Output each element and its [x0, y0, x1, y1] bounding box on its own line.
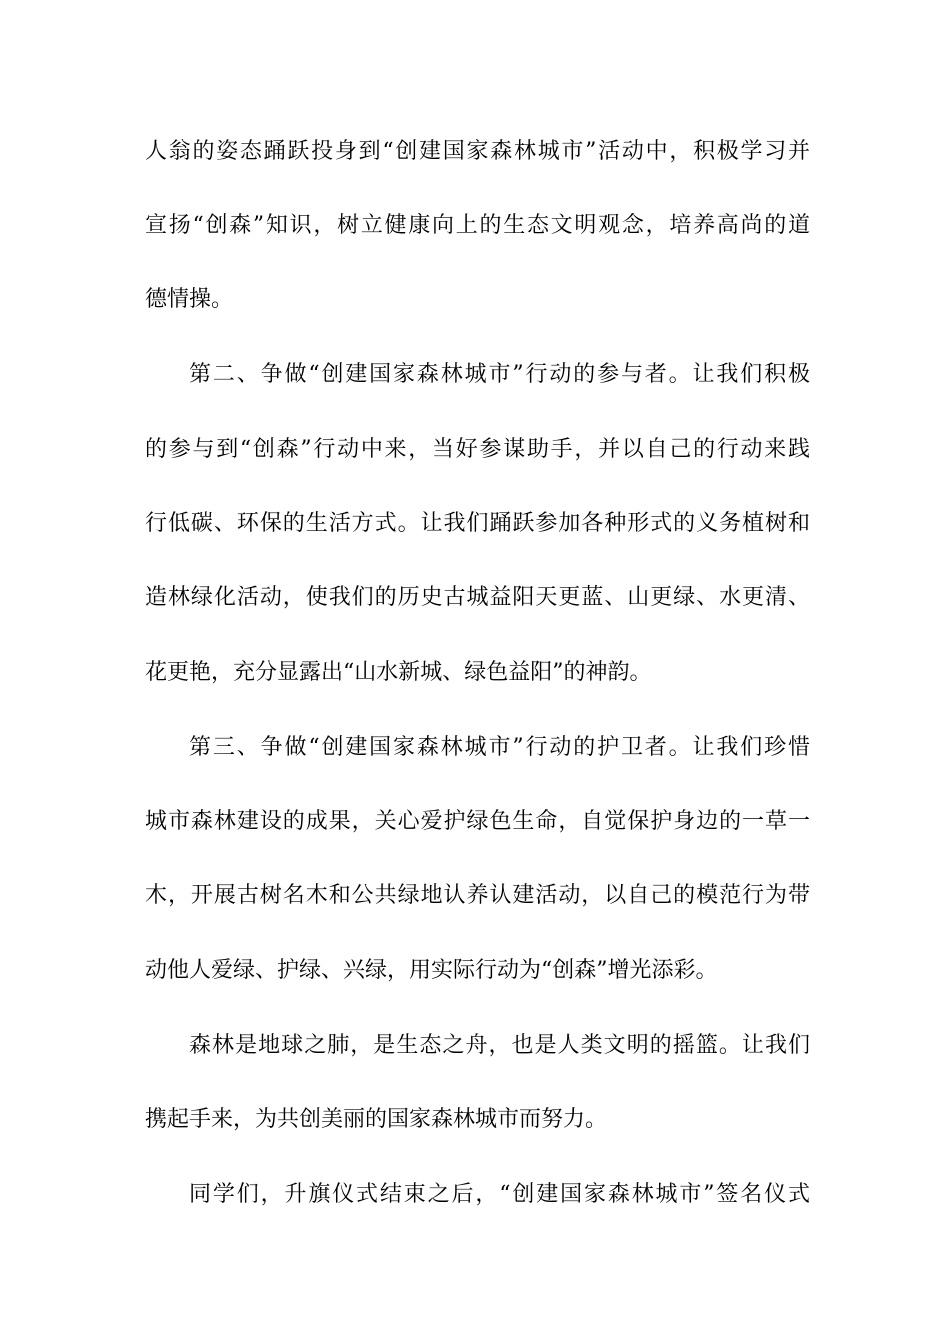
text-line: 造林绿化活动，使我们的历史古城益阳天更蓝、山更绿、水更清、 — [145, 585, 810, 610]
paragraph-start-line: 同学们，升旗仪式结束之后，“创建国家森林城市”签名仪式 — [189, 1182, 810, 1207]
paragraph-start-line: 第三、争做“创建国家森林城市”行动的护卫者。让我们珍惜 — [189, 735, 810, 760]
paragraph-start-line: 第二、争做“创建国家森林城市”行动的参与者。让我们积极 — [189, 362, 810, 387]
text-line: 宣扬“创森”知识，树立健康向上的生态文明观念，培养高尚的道 — [145, 213, 810, 238]
text-line: 人翁的姿态踊跃投身到“创建国家森林城市”活动中，积极学习并 — [145, 139, 810, 164]
text-line: 城市森林建设的成果，关心爱护绿色生命，自觉保护身边的一草一 — [145, 809, 810, 834]
text-line: 的参与到“创森”行动中来，当好参谋助手，并以自己的行动来践 — [145, 437, 810, 462]
text-line: 花更艳，充分显露出“山水新城、绿色益阳”的神韵。 — [145, 660, 652, 685]
text-line: 行低碳、环保的生活方式。让我们踊跃参加各种形式的义务植树和 — [145, 511, 810, 536]
text-line: 木，开展古树名木和公共绿地认养认建活动，以自己的模范行为带 — [145, 883, 810, 908]
paragraph-start-line: 森林是地球之肺，是生态之舟，也是人类文明的摇篮。让我们 — [189, 1033, 810, 1058]
text-line: 携起手来，为共创美丽的国家森林城市而努力。 — [145, 1107, 608, 1132]
text-line: 动他人爱绿、护绿、兴绿，用实际行动为“创森”增光添彩。 — [145, 958, 718, 983]
text-line: 德情操。 — [145, 287, 234, 312]
